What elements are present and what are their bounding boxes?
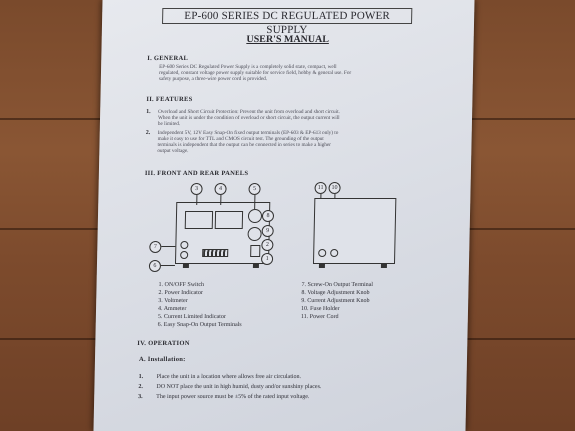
foot: [183, 263, 189, 268]
operation-number: 1.: [138, 374, 144, 380]
document-subtitle: USER'S MANUAL: [246, 34, 330, 45]
feature-line: terminals is independent that the output can be connected in series to make a higher: [157, 142, 331, 148]
general-text-line: EP-600 Series DC Regulated Power Supply is a completely solid state, compact, well: [159, 64, 337, 70]
feature-line: When the unit is under the condition of overload or short circuit, the output current will: [157, 115, 340, 121]
current-knob-icon: [247, 227, 261, 241]
legend-item: 6. Easy Snap-On Output Terminals: [157, 322, 242, 328]
callout-5: 5: [248, 183, 260, 195]
screw-terminal-icon: [180, 241, 188, 249]
feature-number: 2.: [145, 130, 151, 136]
callout-8: 8: [262, 210, 274, 222]
operation-item: The input power source must be ±5% of the rated input voltage.: [156, 394, 310, 400]
feature-line: output voltage.: [157, 148, 189, 154]
legend-item: 8. Voltage Adjustment Knob: [301, 290, 370, 296]
document-title: EP-600 SERIES DC REGULATED POWER SUPPLY: [162, 8, 412, 24]
legend-item: 4. Ammeter: [157, 306, 187, 312]
feature-line: Overload and Short Circuit Protection: Prevent the unit from overload and short circuit.: [158, 109, 340, 115]
section-features-heading: II. FEATURES: [146, 96, 193, 103]
installation-subheading: A. Installation:: [138, 356, 186, 363]
callout-11: 11: [314, 182, 326, 194]
feature-line: be limited.: [157, 121, 181, 127]
leader-line: [161, 246, 175, 247]
callout-6: 6: [149, 260, 161, 272]
voltage-knob-icon: [248, 209, 262, 223]
section-panels-heading: III. FRONT AND REAR PANELS: [144, 170, 249, 177]
legend-item: 2. Power Indicator: [158, 290, 203, 296]
legend-item: 10. Fuse Holder: [300, 306, 340, 312]
feature-number: 1.: [146, 109, 151, 115]
leader-line: [161, 265, 175, 266]
general-text-line: regulated, constant voltage power supply suitable for service field, hobby & general use. For: [158, 70, 352, 76]
front-panel-diagram: [175, 202, 270, 264]
foot: [253, 263, 259, 268]
snap-on-terminals-icon: [202, 249, 228, 257]
section-general-heading: I. GENERAL: [147, 55, 189, 62]
legend-item: 5. Current Limited Indicator: [157, 314, 226, 320]
operation-number: 3.: [138, 394, 143, 400]
general-text-line: safety purpose, a three-wire power cord is provided.: [158, 76, 268, 82]
power-switch-icon: [250, 245, 260, 257]
leader-line: [220, 195, 221, 205]
legend-item: 3. Voltmeter: [158, 298, 188, 304]
manual-page: [93, 0, 474, 431]
fuse-holder-icon: [330, 249, 338, 257]
foot: [381, 263, 387, 268]
section-operation-heading: IV. OPERATION: [137, 340, 190, 347]
operation-number: 2.: [138, 384, 143, 390]
feature-line: make it easy to use for TTL and CMOS circuit test. The grounding of the output: [157, 136, 324, 142]
callout-9: 9: [262, 225, 274, 237]
callout-7: 7: [149, 241, 161, 253]
callout-3: 3: [190, 183, 202, 195]
screw-terminal-icon: [180, 251, 188, 259]
legend-item: 1. ON/OFF Switch: [158, 282, 205, 288]
rear-panel-diagram: [313, 198, 396, 264]
callout-10: 10: [328, 182, 340, 194]
callout-2: 2: [261, 239, 273, 251]
callout-4: 4: [214, 183, 226, 195]
foot: [319, 263, 325, 268]
callout-1: 1: [261, 253, 273, 265]
voltmeter-window: [185, 211, 213, 229]
leader-line: [196, 195, 197, 205]
operation-item: Place the unit in a location where allows free air circulation.: [156, 374, 302, 380]
power-cord-icon: [318, 249, 326, 257]
legend-item: 9. Current Adjustment Knob: [301, 298, 370, 304]
legend-item: 11. Power Cord: [300, 314, 339, 320]
legend-item: 7. Screw-On Output Terminal: [301, 282, 374, 288]
feature-line: Independent 5V, 12V Easy Snap-On fixed output terminals (EP-603 & EP-613 only) to: [157, 130, 339, 136]
operation-item: DO NOT place the unit in high humid, dusty and/or sunshiny places.: [156, 384, 322, 390]
ammeter-window: [215, 211, 243, 229]
